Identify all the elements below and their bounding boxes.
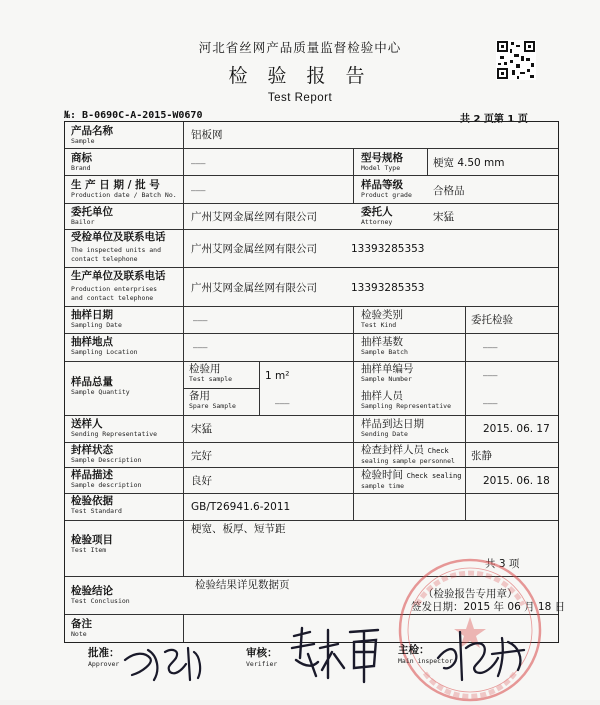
label-seal-person: 检查封样人员 Check sealing sample personnel [361, 444, 455, 465]
label-producer: 生产单位及联系电话 Production enterprises and contact telephone [71, 270, 166, 302]
label-sample-desc: 样品描述 Sample description [71, 469, 142, 489]
label-standard: 检验依据 Test Standard [71, 495, 122, 515]
label-verifier: 审核： Verifier [246, 647, 278, 668]
value-sample-batch: ——— [483, 343, 498, 352]
report-title: 检 验 报 告 [228, 65, 372, 87]
label-approver: 批准： Approver [88, 647, 120, 668]
main-inspector-signature [432, 618, 532, 688]
conclusion-issue-date: 签发日期：2015 年 06 月 18 日 [411, 601, 566, 613]
value-sending-rep: 宋猛 [191, 423, 212, 435]
conclusion-seal-note: （检验报告专用章） [423, 588, 518, 600]
approver-signature [120, 630, 220, 690]
value-brand: ——— [191, 159, 206, 168]
label-test-item: 检验项目 Test Item [71, 534, 113, 554]
test-item-count: 共 3 项 [485, 558, 520, 570]
value-test-item: 梗宽、板厚、短节距 [191, 523, 286, 535]
value-seal-time: 2015. 06. 18 [483, 475, 550, 487]
label-test-kind: 检验类别 Test Kind [361, 309, 403, 329]
label-sending-rep: 送样人 Sending Representative [71, 418, 158, 438]
value-sampling-rep: ——— [483, 399, 498, 408]
value-inspected-unit: 广州艾网金属丝网有限公司 [191, 243, 317, 255]
report-title-en: Test Report [267, 92, 333, 104]
label-sample-quantity: 样品总量 Sample Quantity [71, 376, 130, 396]
label-seal-state: 封样状态 Sample Description [71, 444, 142, 464]
label-seal-time: 检验时间 Check sealing sample time [361, 469, 462, 490]
qr-code-icon [496, 40, 536, 80]
page-info: 共 2 页第 1 页 [460, 114, 528, 125]
value-production-date: ——— [191, 186, 206, 195]
value-seal-person: 张静 [471, 450, 492, 462]
label-attorney: 委托人 Attorney [361, 206, 393, 226]
report-number: №: B-0690C-A-2015-W0670 [64, 110, 203, 121]
label-bailor: 委托单位 Bailor [71, 206, 113, 226]
label-note: 备注 Note [71, 618, 92, 638]
value-sampling-date: ——— [193, 316, 208, 325]
label-conclusion: 检验结论 Test Conclusion [71, 585, 130, 605]
value-seal-state: 完好 [191, 450, 212, 462]
value-test-kind: 委托检验 [471, 314, 513, 326]
institution-name: 河北省丝网产品质量监督检验中心 [198, 40, 402, 55]
label-model: 型号规格 Model Type [361, 152, 403, 172]
label-grade: 样品等级 Product grade [361, 179, 412, 199]
value-sampling-location: ——— [193, 343, 208, 352]
value-grade: 合格品 [433, 185, 465, 197]
value-conclusion: 检验结果详见数据页 [195, 579, 290, 591]
value-spare-sample: ——— [275, 399, 290, 408]
label-sending-date: 样品到达日期 Sending Date [361, 418, 424, 438]
label-production-date: 生 产 日 期 / 批 号 Production date / Batch No. [71, 179, 177, 199]
label-inspected-unit: 受检单位及联系电话 The inspected units and contact telephone [71, 231, 166, 263]
value-standard: GB/T26941.6-2011 [191, 501, 291, 513]
value-sample-number: ——— [483, 371, 498, 380]
label-product-name: 产品名称 Sample [71, 125, 113, 145]
value-sending-date: 2015. 06. 17 [483, 423, 550, 435]
label-spare-sample: 备用 Spare Sample [189, 390, 236, 410]
value-producer-phone: 13393285353 [351, 282, 425, 294]
label-sampling-location: 抽样地点 Sampling Location [71, 336, 138, 356]
label-sample-batch: 抽样基数 Sample Batch [361, 336, 408, 356]
value-inspected-phone: 13393285353 [351, 243, 425, 255]
label-test-sample: 检验用 Test sample [189, 363, 233, 383]
value-model: 梗宽 4.50 mm [433, 157, 505, 169]
value-product-name: 铝板网 [191, 129, 223, 141]
label-main-inspector: 主检： Main inspector [398, 644, 453, 665]
label-sampling-rep: 抽样人员 Sampling Representative [361, 390, 452, 410]
value-producer: 广州艾网金属丝网有限公司 [191, 282, 317, 294]
value-attorney: 宋猛 [433, 211, 454, 223]
value-sample-desc: 良好 [191, 475, 212, 487]
label-sampling-date: 抽样日期 Sampling Date [71, 309, 122, 329]
label-sample-number: 抽样单编号 Sample Number [361, 363, 414, 383]
label-brand: 商标 Brand [71, 152, 92, 172]
verifier-signature [288, 618, 388, 688]
value-test-sample: 1 m² [265, 370, 290, 382]
value-bailor: 广州艾网金属丝网有限公司 [191, 211, 317, 223]
